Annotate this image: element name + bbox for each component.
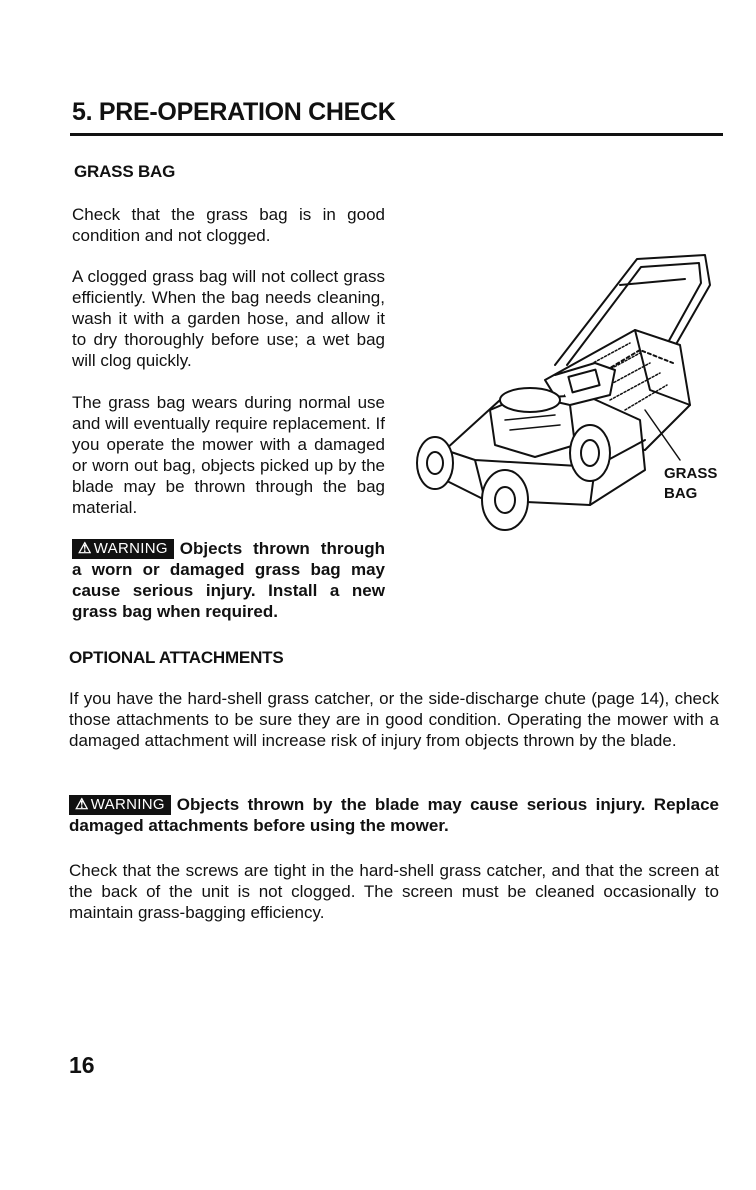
front-right-wheel [482,470,528,530]
grass-bag-heading: GRASS BAG [74,162,176,181]
optional-attachments-warning [69,794,719,836]
warning-badge [72,539,174,559]
rear-wheel [570,425,610,481]
page-number: 16 [69,1052,95,1078]
optional-attachments-paragraph-1: If you have the hard-shell grass catcher, or the side-discharge chute (page 14), check those attachments to be sure they are in good condition. Operating the mower with a damaged attachment will increase risk of injury from objects thrown by the blade. [69,689,719,750]
warning-text: Objects thrown through a worn or damaged grass bag may cause serious injury. Install a new grass bag when required. [72,539,385,621]
grass-bag-callout [664,464,734,504]
warning-triangle-icon: ⚠ [75,796,89,813]
grass-bag-paragraph-3: The grass bag wears during normal use and will eventually require replacement. If you operate the mower with a damaged or worn out bag, objects picked up by the blade may be thrown through the bag material. [72,393,385,517]
optional-attachments-heading: OPTIONAL ATTACHMENTS [69,648,284,667]
front-left-wheel [417,437,453,489]
callout-line-1: GRASS [664,465,718,482]
page-title: 5. PRE-OPERATION CHECK [72,98,396,126]
warning-badge-label: WARNING [93,540,168,557]
grass-bag-paragraph-1: Check that the grass bag is in good condition and not clogged. [72,205,385,245]
warning-badge-label: WARNING [90,796,165,813]
warning-badge [69,795,171,815]
warning-text: Objects thrown by the blade may cause serious injury. Replace damaged attachments before using the mower. [69,795,719,835]
grass-bag-warning [72,538,385,622]
callout-line-2: BAG [664,485,698,502]
warning-triangle-icon: ⚠ [78,540,92,557]
grass-bag-paragraph-2: A clogged grass bag will not collect grass efficiently. When the bag needs cleaning, wash it with a garden hose, and allow it to dry thoroughly before use; a wet bag will clog quickly. [72,267,385,370]
optional-attachments-paragraph-2: Check that the screws are tight in the hard-shell grass catcher, and that the screen at the back of the unit is not clogged. The screen must be cleaned occasionally to maintain grass-bagging efficiency. [69,861,719,922]
title-rule [70,133,723,136]
